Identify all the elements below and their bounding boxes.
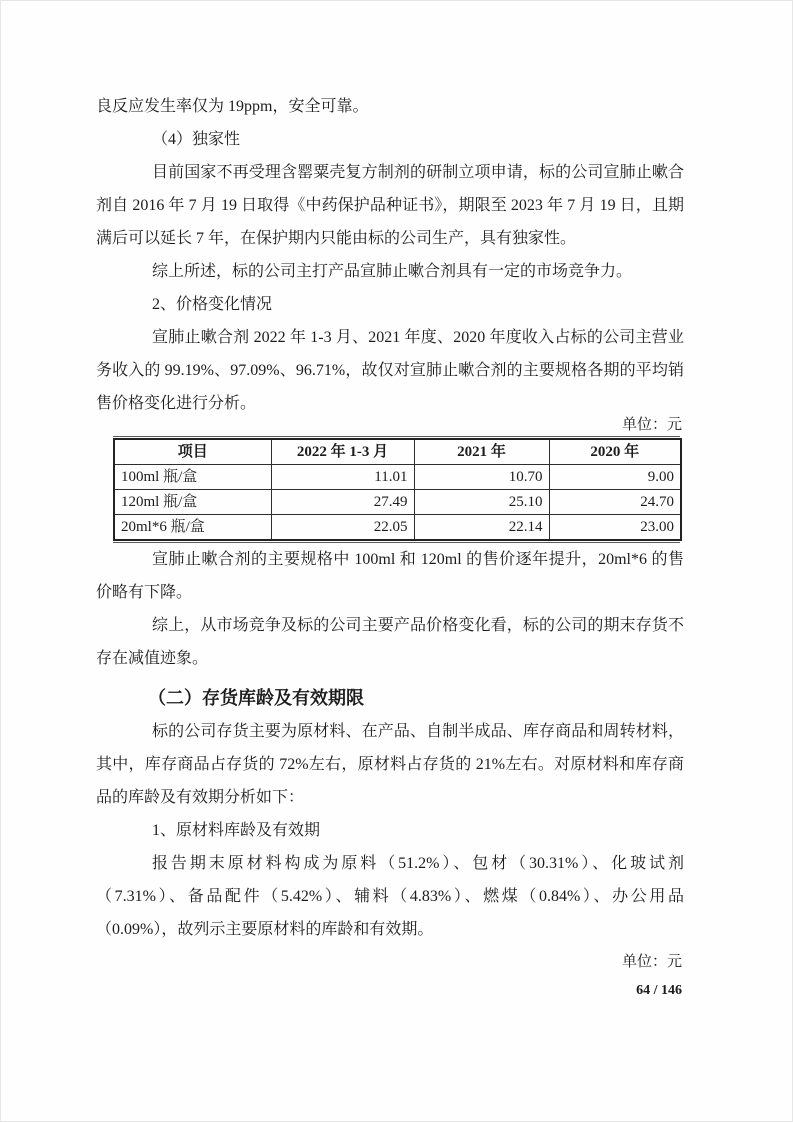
unit-label: 单位：元 [621, 417, 682, 433]
unit-label: 单位：元 [621, 954, 682, 970]
value-cell: 11.01 [271, 465, 414, 490]
paragraph-exclusivity-detail: 目前国家不再受理含罂粟壳复方制剂的研制立项申请，标的公司宣肺止嗽合剂自 2016 年 7 月 19 日取得《中药保护品种证书》，期限至 2023 年 7 月 19 日，且期满后可以延长 7 年，在保护期内只能由标的公司生产，具有独家性。 [96, 164, 684, 247]
heading-price-change: 2、价格变化情况 [152, 296, 273, 313]
paragraph-price-analysis: 宣肺止嗽合剂 2022 年 1-3 月、2021 年度、2020 年度收入占标的公司主营业务收入的 99.19%、97.09%、96.71%，故仅对宣肺止嗽合剂的主要规格各期的平均销售价格变化进行分析。 [96, 329, 684, 412]
value-cell: 23.00 [549, 515, 681, 541]
paragraph-inventory-composition: 标的公司存货主要为原材料、在产品、自制半成品、库存商品和周转材料，其中，库存商品占存货的 72%左右，原材料占存货的 21%左右。对原材料和库存商品的库龄及有效期分析如下： [96, 723, 684, 806]
value-cell: 24.70 [549, 490, 681, 515]
page-number: 64 / 146 [636, 983, 682, 998]
table-row [114, 490, 681, 515]
paragraph-raw-material-detail: 报告期末原材料构成为原料（51.2%）、包材（30.31%）、化玻试剂（7.31%）、备品配件（5.42%）、辅料（4.83%）、燃煤（0.84%）、办公用品（0.09%），故列示主要原材料的库龄和有效期。 [96, 855, 684, 938]
value-cell: 25.10 [414, 490, 549, 515]
price-table [113, 436, 680, 543]
heading-raw-material-age: 1、原材料库龄及有效期 [152, 822, 321, 839]
value-cell: 10.70 [414, 465, 549, 490]
item-cell: 100ml 瓶/盒 [114, 465, 271, 490]
value-cell: 9.00 [549, 465, 681, 490]
paragraph-price-trend: 宣肺止嗽合剂的主要规格中 100ml 和 120ml 的售价逐年提升，20ml*6 的售价略有下降。 [96, 551, 684, 601]
table-row [114, 515, 681, 541]
paragraph-adverse-reaction: 良反应发生率仅为 19ppm，安全可靠。 [96, 98, 369, 115]
page-content [96, 0, 684, 1003]
heading-exclusivity: （4）独家性 [152, 131, 241, 148]
table-header-row [114, 439, 681, 465]
header-cell-2021: 2021 年 [414, 439, 549, 465]
item-cell: 20ml*6 瓶/盒 [114, 515, 271, 541]
table-row [114, 465, 681, 490]
item-cell: 120ml 瓶/盒 [114, 490, 271, 515]
header-cell-item: 项目 [114, 439, 271, 465]
paragraph-impairment-conclusion: 综上，从市场竞争及标的公司主要产品价格变化看，标的公司的期末存货不存在减值迹象。 [96, 617, 684, 667]
header-cell-2022: 2022 年 1-3 月 [271, 439, 414, 465]
paragraph-exclusivity-summary: 综上所述，标的公司主打产品宣肺止嗽合剂具有一定的市场竞争力。 [152, 263, 633, 280]
value-cell: 27.49 [271, 490, 414, 515]
value-cell: 22.14 [414, 515, 549, 541]
section-heading-inventory-age: （二）存货库龄及有效期限 [148, 688, 364, 708]
header-cell-2020: 2020 年 [549, 439, 681, 465]
value-cell: 22.05 [271, 515, 414, 541]
